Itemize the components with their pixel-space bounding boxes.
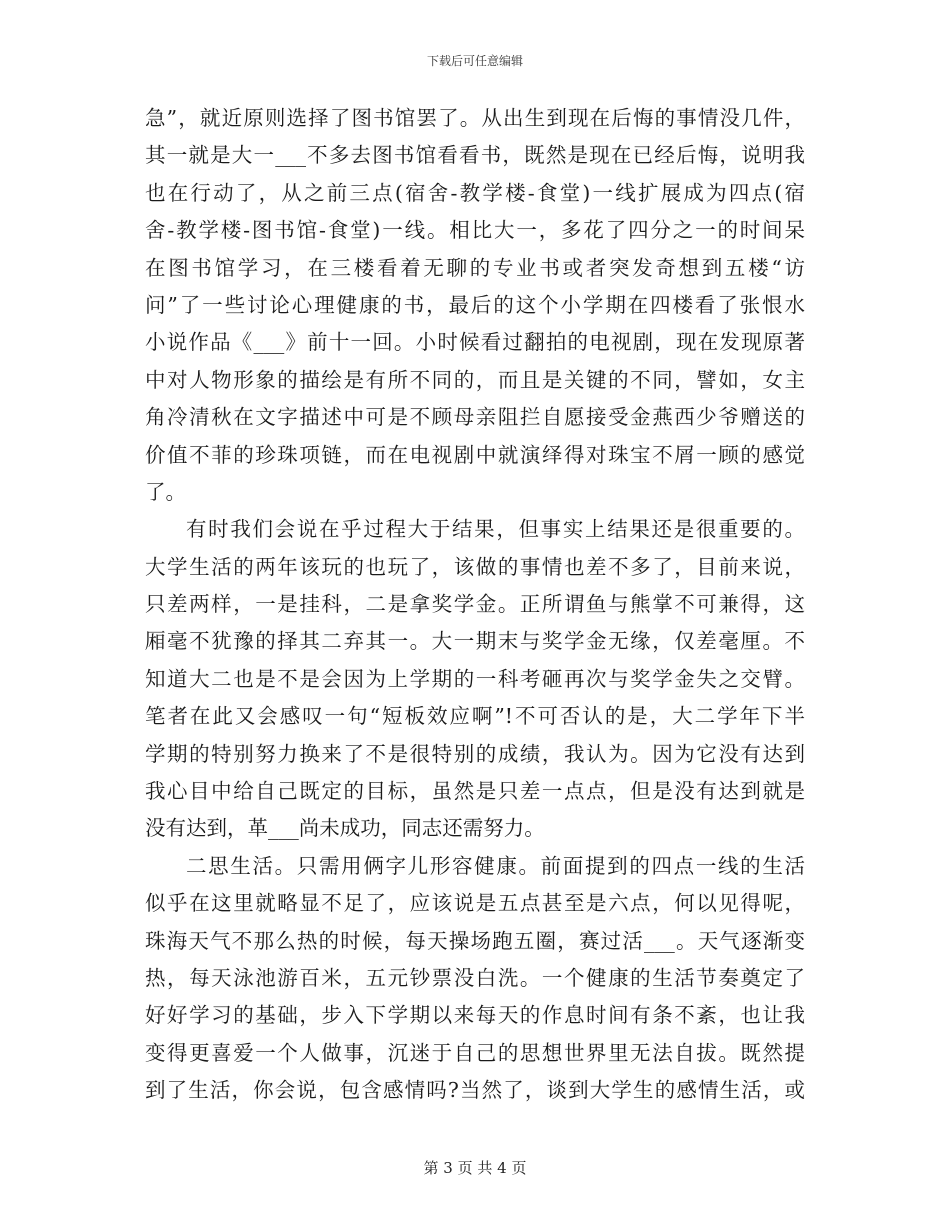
text-line: 变得更喜爱一个人做事，沉迷于自己的思想世界里无法自拔。既然提: [145, 1040, 805, 1065]
paragraph-2: [145, 511, 805, 848]
text-line: 笔者在此又会感叹一句“短板效应啊”!不可否认的是，大二学年下半: [145, 704, 805, 729]
paragraph-1: [145, 100, 805, 511]
text-line: 在图书馆学习，在三楼看着无聊的专业书或者突发奇想到五楼“访: [145, 255, 805, 280]
text-line: 珠海天气不那么热的时候，每天操场跑五圈，赛过活___。天气逐渐变: [145, 928, 805, 953]
page-number: 第 3 页 共 4 页: [423, 1159, 527, 1177]
text-line: 没有达到，革___尚未成功，同志还需努力。: [145, 816, 545, 841]
text-line: 中对人物形象的描绘是有所不同的，而且是关键的不同，譬如，女主: [145, 367, 805, 392]
document-body: [145, 100, 805, 1110]
text-line: 了。: [145, 479, 186, 504]
text-line: 到了生活，你会说，包含感情吗?当然了，谈到大学生的感情生活，或: [145, 1078, 805, 1103]
text-line: 角冷清秋在文字描述中可是不顾母亲阻拦自愿接受金燕西少爷赠送的: [145, 405, 805, 430]
text-line: 只差两样，一是挂科，二是拿奖学金。正所谓鱼与熊掌不可兼得，这: [145, 592, 805, 617]
text-line: 好好学习的基础，步入下学期以来每天的作息时间有条不紊，也让我: [145, 1003, 805, 1028]
text-line: 小说作品《___》前十一回。小时候看过翻拍的电视剧，现在发现原著: [145, 330, 805, 355]
text-line: 我心目中给自己既定的目标，虽然是只差一点点，但是没有达到就是: [145, 779, 805, 804]
header-note: 下载后可任意编辑: [426, 54, 523, 68]
text-line: 有时我们会说在乎过程大于结果，但事实上结果还是很重要的。: [186, 517, 805, 542]
text-line: 学期的特别努力换来了不是很特别的成绩，我认为。因为它没有达到: [145, 741, 805, 766]
text-line: 知道大二也是不是会因为上学期的一科考砸再次与奖学金失之交臂。: [145, 666, 805, 691]
text-line: 价值不菲的珍珠项链，而在电视剧中就演绎得对珠宝不屑一顾的感觉: [145, 442, 805, 467]
text-line: 急”，就近原则选择了图书馆罢了。从出生到现在后悔的事情没几件，: [145, 106, 805, 130]
text-line: 问”了一些讨论心理健康的书，最后的这个小学期在四楼看了张恨水: [145, 292, 805, 317]
text-line: 也在行动了，从之前三点(宿舍-教学楼-食堂)一线扩展成为四点(宿: [145, 180, 805, 205]
text-line: 舍-教学楼-图书馆-食堂)一线。相比大一，多花了四分之一的时间呆: [145, 218, 805, 243]
text-line: 似乎在这里就略显不足了，应该说是五点甚至是六点，何以见得呢，: [145, 891, 805, 916]
text-line: 厢毫不犹豫的择其二弃其一。大一期末与奖学金无缘，仅差毫厘。不: [145, 629, 805, 654]
paragraph-3: [145, 848, 805, 1110]
text-line: 其一就是大一___不多去图书馆看看书，既然是现在已经后悔，说明我: [145, 143, 805, 168]
text-line: 大学生活的两年该玩的也玩了，该做的事情也差不多了，目前来说，: [145, 554, 805, 579]
text-line: 热，每天泳池游百米，五元钞票没白洗。一个健康的生活节奏奠定了: [145, 965, 805, 990]
text-line: 二思生活。只需用俩字儿形容健康。前面提到的四点一线的生活: [186, 853, 805, 878]
